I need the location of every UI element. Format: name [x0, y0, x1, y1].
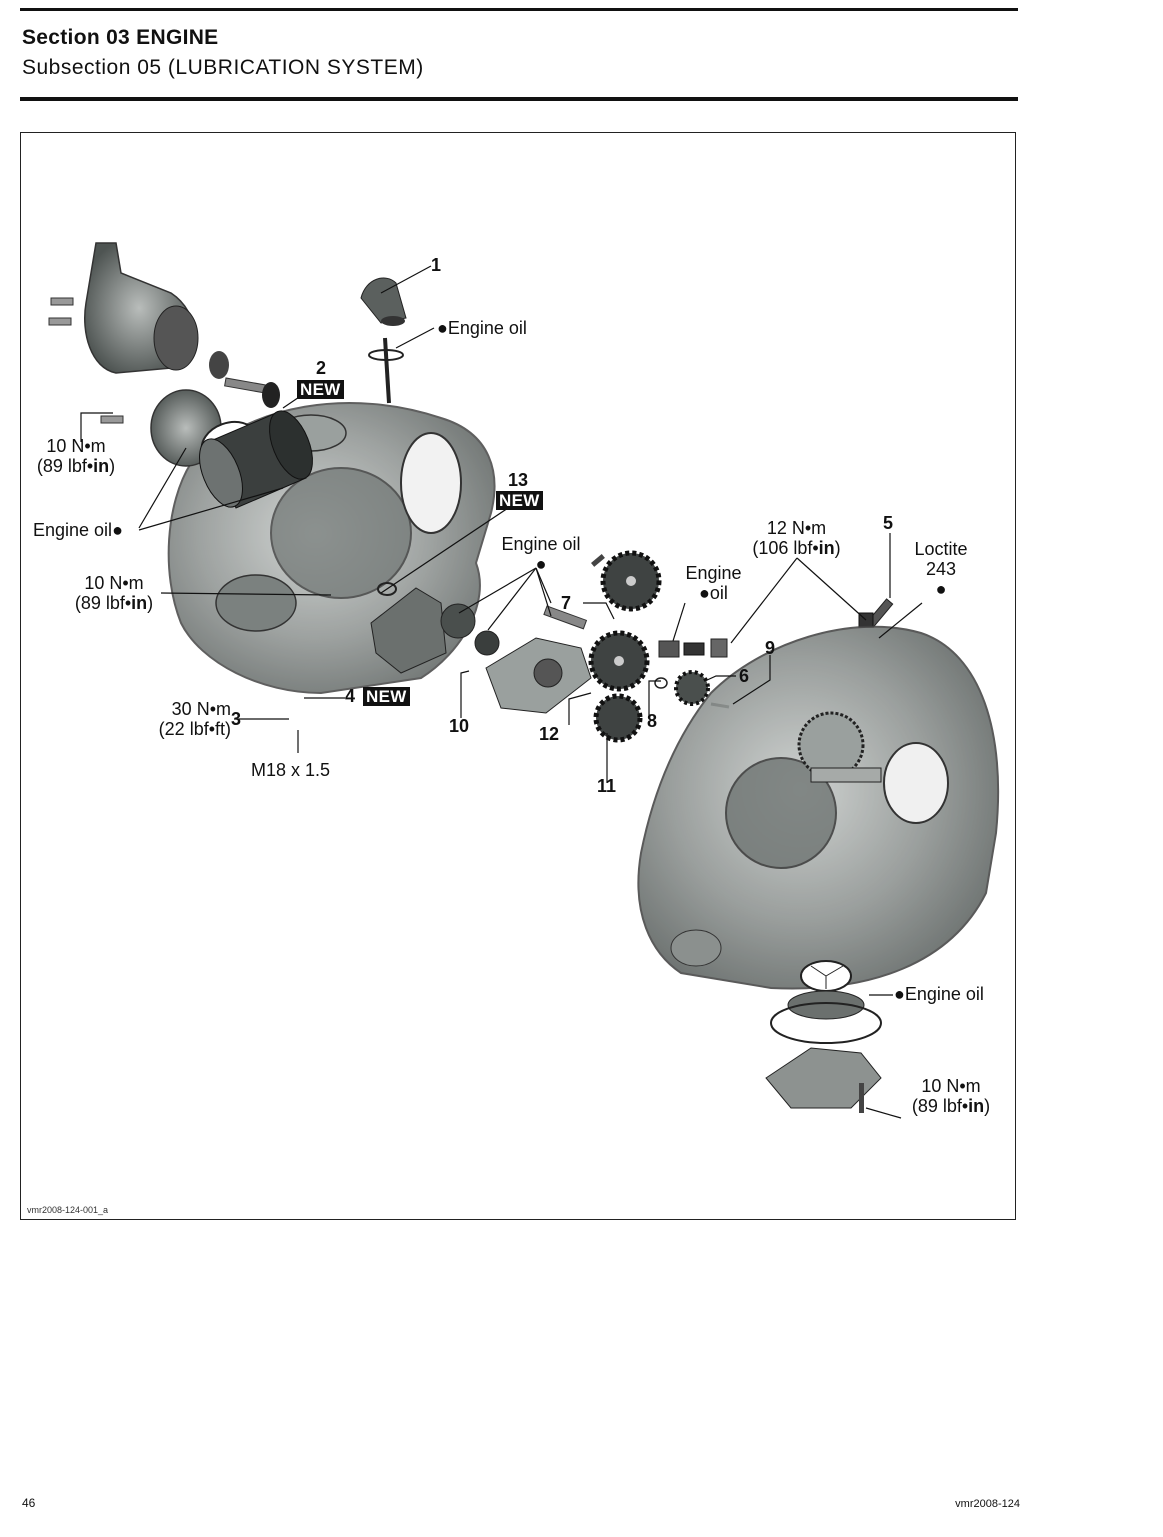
callout-5: 5: [883, 513, 894, 533]
oil-drop-icon: ●: [112, 520, 123, 540]
callout-3: 3: [231, 709, 242, 729]
exploded-view-drawing: [21, 133, 1017, 1221]
valve-bolt: [859, 599, 893, 627]
plug-thread-note: M18 x 1.5: [251, 760, 331, 780]
torque-pump-note: 10 N•m (89 lbf•in): [74, 573, 154, 613]
callout-2-new-badge: NEW: [297, 380, 344, 399]
torque-valve-note: 12 N•m (106 lbf•in): [752, 518, 841, 558]
page-number: 46: [22, 1496, 36, 1510]
callout-11: 11: [597, 776, 617, 796]
oil-drop-icon: ●: [894, 984, 905, 1004]
figure-id: vmr2008-124-001_a: [27, 1205, 109, 1215]
torque-screen-note: 10 N•m (89 lbf•in): [911, 1076, 991, 1116]
oil-drop-icon: ●: [935, 579, 947, 599]
oil-drop-icon: ●: [535, 554, 547, 574]
engine-oil-gear-note: Engine ●oil: [685, 563, 742, 603]
callout-10: 10: [449, 716, 470, 736]
callout-9: 9: [765, 638, 776, 658]
engine-oil-filter-note: Engine oil●: [33, 520, 123, 540]
engine-oil-screen-note: ●Engine oil: [894, 984, 984, 1004]
engine-oil-pump-note: Engine oil ●: [491, 534, 591, 574]
subsection-title: Subsection 05 (LUBRICATION SYSTEM): [22, 56, 424, 79]
document-code: vmr2008-124: [955, 1498, 1020, 1510]
oil-drop-icon: ●: [699, 583, 710, 603]
callout-1: 1: [431, 255, 442, 275]
section-title: Section 03 ENGINE: [22, 26, 219, 49]
callout-4-new-badge: NEW: [363, 687, 410, 706]
oil-drop-icon: ●: [437, 318, 448, 338]
header-rule: [20, 97, 1018, 101]
callout-6: 6: [739, 666, 750, 686]
callout-13: 13: [508, 470, 529, 490]
engine-oil-dipstick-note: ●Engine oil: [437, 318, 527, 338]
torque-plug-note: 30 N•m (22 lbf•ft): [158, 699, 231, 739]
dipstick: [361, 278, 406, 403]
callout-12: 12: [539, 724, 560, 744]
callout-8: 8: [647, 711, 658, 731]
loctite-note: Loctite 243 ●: [901, 539, 981, 599]
exploded-view-figure: [20, 132, 1016, 1220]
callout-7: 7: [561, 593, 572, 613]
callout-2: 2: [316, 358, 327, 378]
torque-cover-note: 10 N•m (89 lbf•in): [36, 436, 116, 476]
callout-13-new-badge: NEW: [496, 491, 543, 510]
callout-4: 4: [345, 686, 356, 706]
top-rule: [20, 8, 1018, 11]
